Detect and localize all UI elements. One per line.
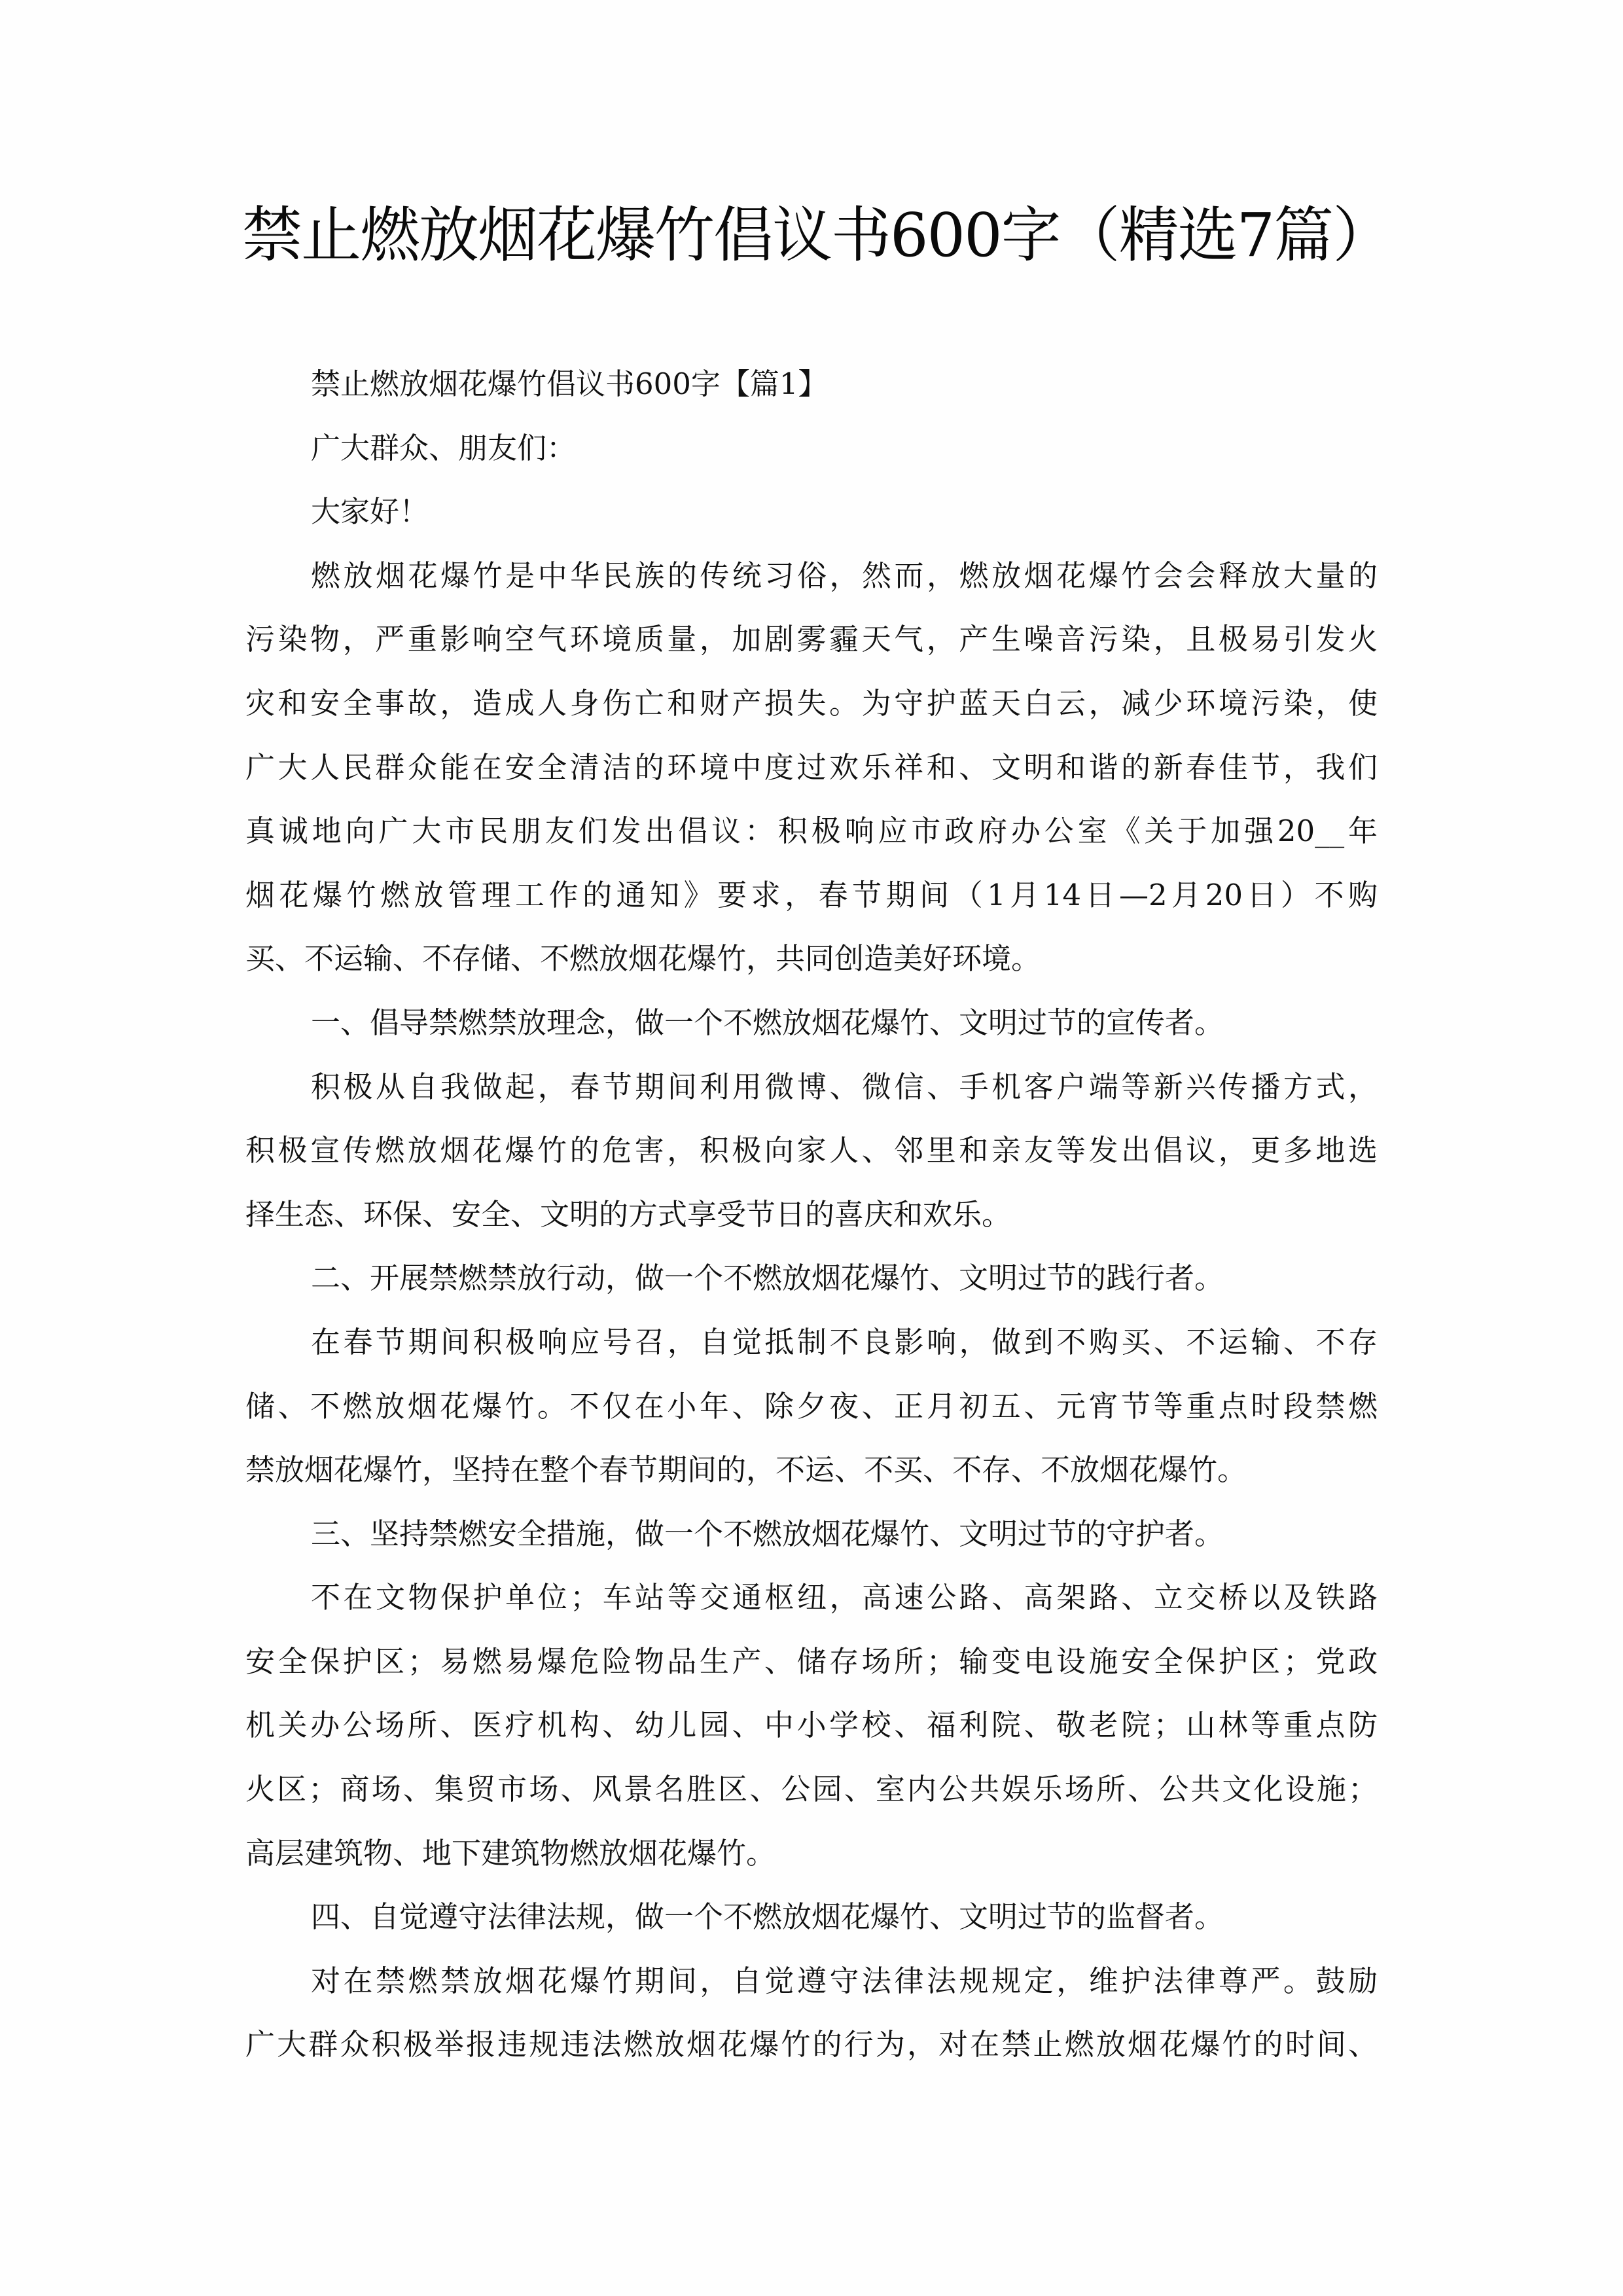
paragraph-line: 积极从自我做起，春节期间利用微博、微信、手机客户端等新兴传播方式，: [311, 1069, 1378, 1104]
paragraph-line: 烟花爆竹燃放管理工作的通知》要求，春节期间（1月14日—2月20日）不购: [245, 877, 1378, 912]
point-heading-1: 一、倡导禁燃禁放理念，做一个不燃放烟花爆竹、文明过节的宣传者。: [311, 1005, 1224, 1040]
paragraph-line: 不在文物保护单位；车站等交通枢纽，高速公路、高架路、立交桥以及铁路: [311, 1580, 1378, 1615]
paragraph-line: 买、不运输、不存储、不燃放烟花爆竹，共同创造美好环境。: [245, 941, 1041, 977]
point-heading-4: 四、自觉遵守法律法规，做一个不燃放烟花爆竹、文明过节的监督者。: [311, 1899, 1224, 1935]
paragraph-line: 积极宣传燃放烟花爆竹的危害，积极向家人、邻里和亲友等发出倡议，更多地选: [245, 1133, 1378, 1168]
section-heading-1: 禁止燃放烟花爆竹倡议书600字【篇1】: [311, 367, 828, 401]
paragraph-line: 机关办公场所、医疗机构、幼儿园、中小学校、福利院、敬老院；山林等重点防: [245, 1708, 1378, 1743]
paragraph-line: 广大群众积极举报违规违法燃放烟花爆竹的行为，对在禁止燃放烟花爆竹的时间、: [245, 2027, 1378, 2062]
point-heading-2: 二、开展禁燃禁放行动，做一个不燃放烟花爆竹、文明过节的践行者。: [311, 1261, 1224, 1296]
document-title: 禁止燃放烟花爆竹倡议书600字（精选7篇）: [242, 200, 1392, 270]
document-body: [245, 352, 1378, 2077]
greeting: 大家好！: [311, 494, 429, 529]
point-heading-3: 三、坚持禁燃安全措施，做一个不燃放烟花爆竹、文明过节的守护者。: [311, 1516, 1224, 1551]
paragraph-line: 择生态、环保、安全、文明的方式享受节日的喜庆和欢乐。: [245, 1196, 1012, 1232]
paragraph-line: 安全保护区；易燃易爆危险物品生产、储存场所；输变电设施安全保护区；党政: [245, 1643, 1378, 1679]
paragraph-line: 广大人民群众能在安全清洁的环境中度过欢乐祥和、文明和谐的新春佳节，我们: [245, 749, 1378, 785]
paragraph-line: 在春节期间积极响应号召，自觉抵制不良影响，做到不购买、不运输、不存: [311, 1324, 1378, 1359]
paragraph-line: 储、不燃放烟花爆竹。不仅在小年、除夕夜、正月初五、元宵节等重点时段禁燃: [245, 1388, 1378, 1424]
paragraph-line: 对在禁燃禁放烟花爆竹期间，自觉遵守法律法规规定，维护法律尊严。鼓励: [311, 1963, 1378, 1998]
paragraph-line: 禁放烟花爆竹，坚持在整个春节期间的，不运、不买、不存、不放烟花爆竹。: [245, 1452, 1247, 1488]
paragraph-line: 火区；商场、集贸市场、风景名胜区、公园、室内公共娱乐场所、公共文化设施；: [245, 1772, 1378, 1807]
paragraph-line: 燃放烟花爆竹是中华民族的传统习俗，然而，燃放烟花爆竹会会释放大量的: [311, 558, 1378, 593]
salutation: 广大群众、朋友们：: [311, 430, 577, 465]
paragraph-line: 高层建筑物、地下建筑物燃放烟花爆竹。: [245, 1835, 776, 1871]
paragraph-line: 真诚地向广大市民朋友们发出倡议：积极响应市政府办公室《关于加强20__年: [245, 814, 1378, 849]
paragraph-line: 污染物，严重影响空气环境质量，加剧雾霾天气，产生噪音污染，且极易引发火: [245, 622, 1378, 657]
paragraph-line: 灾和安全事故，造成人身伤亡和财产损失。为守护蓝天白云，减少环境污染，使: [245, 685, 1378, 721]
